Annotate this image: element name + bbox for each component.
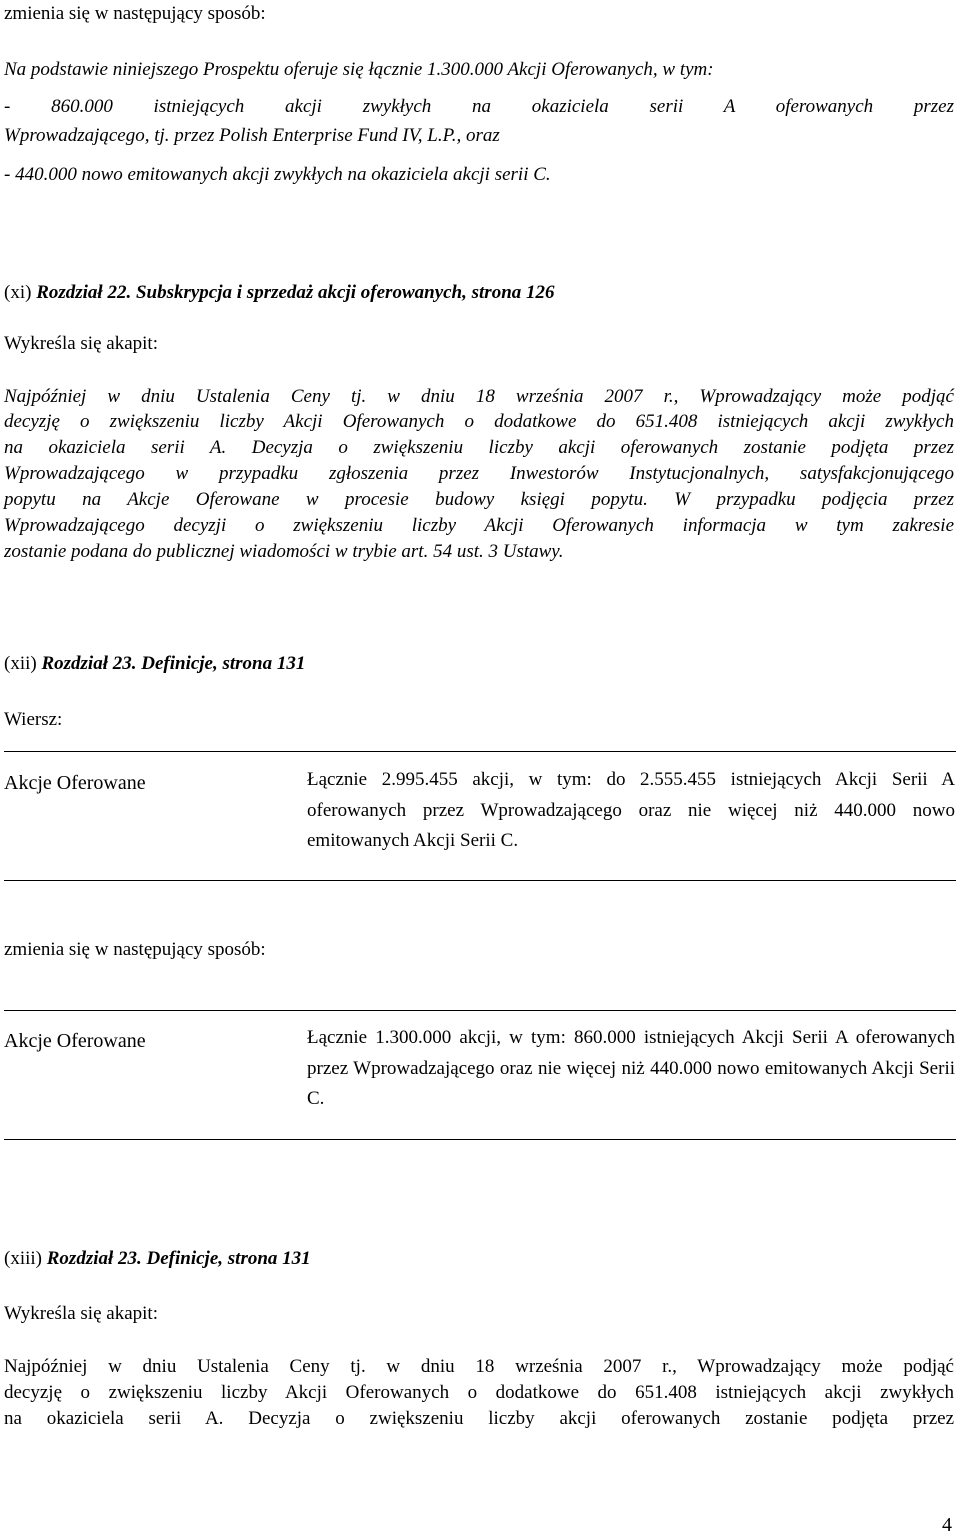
table-rule-bottom — [4, 880, 956, 881]
offer-item-1-line-2: Wprowadzającego, tj. przez Polish Enterprise Fund IV, L.P., oraz — [4, 125, 500, 146]
change-header-definitions: zmienia się w następujący sposób: — [4, 939, 266, 960]
section-xiii-number: (xiii) — [4, 1248, 47, 1269]
definition-text-new: Łącznie 1.300.000 akcji, w tym: 860.000 istniejących Akcji Serii A oferowanych przez Wprowadzającego oraz nie więcej niż 440.000 nowo emitowanych Akcji Serii C. — [307, 1027, 955, 1109]
table-rule-bottom — [4, 1139, 956, 1140]
section-xi-paragraph-line: zostanie podana do publicznej wiadomości w trybie art. 54 ust. 3 Ustawy. — [4, 541, 564, 562]
section-xii-instruction: Wiersz: — [4, 709, 63, 730]
offer-line: Na podstawie niniejszego Prospektu oferuje się łącznie 1.300.000 Akcji Oferowanych, w tym: — [4, 59, 714, 80]
section-xiii-heading — [4, 1247, 311, 1271]
section-xiii-paragraph-line: na okaziciela serii A. Decyzja o zwiększeniu liczby akcji oferowanych zostanie podjęta przez — [4, 1408, 954, 1429]
section-xi-paragraph-line: Najpóźniej w dniu Ustalenia Ceny tj. w dniu 18 września 2007 r., Wprowadzający może podjąć — [4, 386, 954, 407]
definition-text-old: Łącznie 2.995.455 akcji, w tym: do 2.555.455 istniejących Akcji Serii A oferowanych przez Wprowadzającego oraz nie więcej niż 440.000 nowo emitowanych Akcji Serii C. — [307, 769, 955, 851]
offer-item-2: - 440.000 nowo emitowanych akcji zwykłych na okaziciela akcji serii C. — [4, 164, 551, 185]
definition-term-old: Akcje Oferowane — [4, 772, 146, 794]
change-header-intro: zmienia się w następujący sposób: — [4, 3, 266, 24]
table-rule-top — [4, 751, 956, 752]
section-xii-number: (xii) — [4, 653, 42, 674]
section-xi-paragraph-line: Wprowadzającego decyzji o zwiększeniu liczby Akcji Oferowanych informacja w tym zakresie — [4, 515, 954, 536]
section-xi-instruction: Wykreśla się akapit: — [4, 333, 158, 354]
section-xi-number: (xi) — [4, 282, 37, 303]
section-xii-title: Rozdział 23. Definicje, strona 131 — [41, 653, 306, 674]
section-xi-paragraph-line: Wprowadzającego w przypadku zgłoszenia przez Inwestorów Instytucjonalnych, satysfakcjonującego — [4, 463, 954, 484]
section-xi-paragraph-line: na okaziciela serii A. Decyzja o zwiększeniu liczby akcji oferowanych zostanie podjęta przez — [4, 437, 954, 458]
section-xi-paragraph-line: popytu na Akcje Oferowane w procesie budowy księgi popytu. W przypadku podjęcia przez — [4, 489, 954, 510]
section-xiii-paragraph-line: decyzję o zwiększeniu liczby Akcji Oferowanych o dodatkowe do 651.408 istniejących akcji zwykłych — [4, 1382, 954, 1403]
section-xiii-paragraph-line: Najpóźniej w dniu Ustalenia Ceny tj. w dniu 18 września 2007 r., Wprowadzający może podjąć — [4, 1356, 954, 1377]
table-rule-top — [4, 1010, 956, 1011]
section-xii-heading — [4, 652, 305, 676]
section-xi-heading — [4, 281, 555, 305]
section-xiii-title: Rozdział 23. Definicje, strona 131 — [46, 1248, 311, 1269]
section-xiii-instruction: Wykreśla się akapit: — [4, 1303, 158, 1324]
section-xi-paragraph-line: decyzję o zwiększeniu liczby Akcji Oferowanych o dodatkowe do 651.408 istniejących akcji zwykłych — [4, 411, 954, 432]
page-number: 4 — [942, 1514, 952, 1536]
definition-term-new: Akcje Oferowane — [4, 1030, 146, 1052]
offer-item-1-line-1: - 860.000 istniejących akcji zwykłych na okaziciela serii A oferowanych przez — [4, 96, 954, 117]
section-xi-title: Rozdział 22. Subskrypcja i sprzedaż akcji oferowanych, strona 126 — [36, 282, 555, 303]
